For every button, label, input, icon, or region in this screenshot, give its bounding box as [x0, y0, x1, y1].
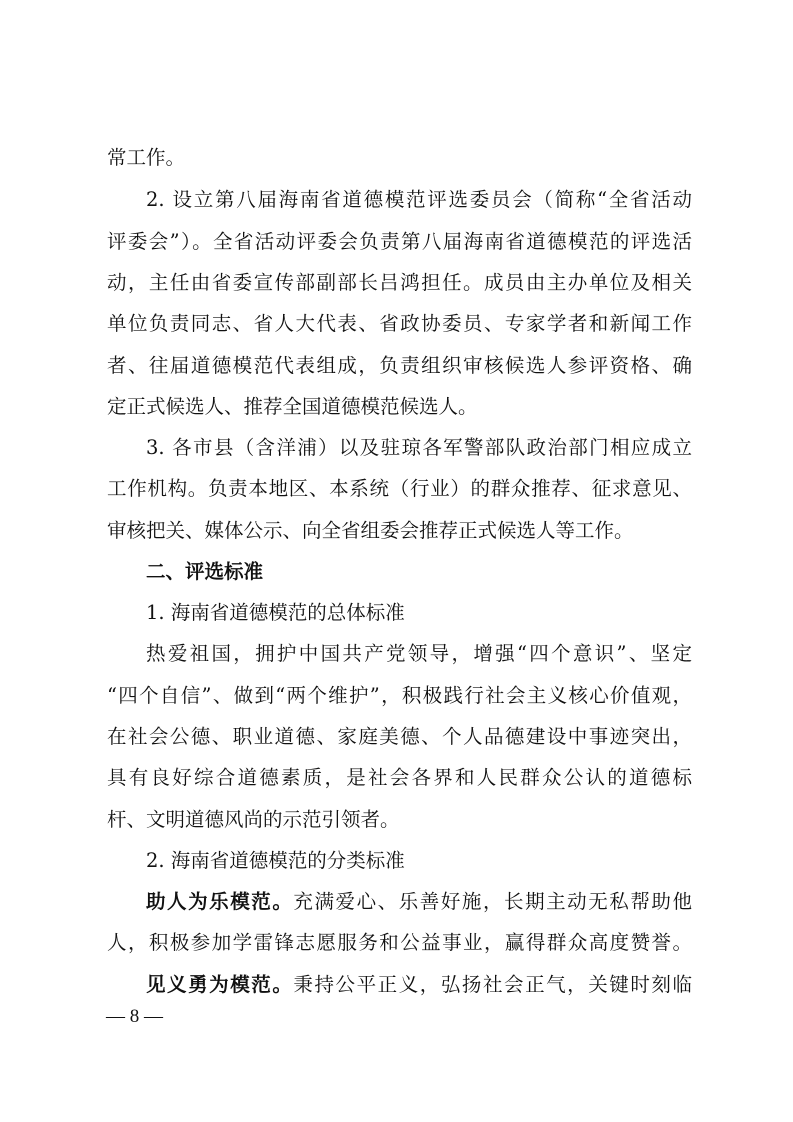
paragraph-line: 在社会公德、职业道德、家庭美德、个人品德建设中事迹突出，: [107, 725, 692, 748]
paragraph-line: 定正式候选人、推荐全国道德模范候选人。: [107, 395, 478, 418]
paragraph-line: 常工作。: [107, 146, 186, 169]
paragraph-line: 动，主任由省委宣传部副部长吕鸿担任。成员由主办单位及相关: [107, 271, 692, 294]
paragraph-line: 2. 设立第八届海南省道德模范评选委员会（简称“全省活动: [146, 188, 692, 211]
category-title: 助人为乐模范。: [146, 890, 294, 913]
subsection-heading: 2. 海南省道德模范的分类标准: [146, 849, 405, 872]
paragraph-line: 具有良好综合道德素质，是社会各界和人民群众公认的道德标: [107, 766, 692, 789]
paragraph-line: 评委会”）。全省活动评委会负责第八届海南省道德模范的评选活: [107, 230, 692, 253]
paragraph-line: 杆、文明道德风尚的示范引领者。: [107, 808, 400, 831]
page-number: — 8 —: [106, 1006, 163, 1027]
paragraph-line: 3. 各市县（含洋浦）以及驻琼各军警部队政治部门相应成立: [146, 436, 692, 459]
category-text: 秉持公平正义，弘扬社会正气，关键时刻临: [293, 973, 692, 996]
paragraph-line: 人，积极参加学雷锋志愿服务和公益事业，赢得群众高度赞誉。: [107, 931, 692, 954]
paragraph-line: 审核把关、媒体公示、向全省组委会推荐正式候选人等工作。: [107, 519, 634, 542]
subsection-heading: 1. 海南省道德模范的总体标准: [146, 601, 405, 624]
paragraph-line: [146, 965, 692, 1005]
category-title: 见义勇为模范。: [146, 973, 294, 996]
paragraph-line: “四个自信”、做到“两个维护”，积极践行社会主义核心价值观，: [107, 684, 692, 707]
section-heading: 二、评选标准: [146, 560, 264, 583]
paragraph-line: 热爱祖国，拥护中国共产党领导，增强“四个意识”、坚定: [146, 642, 692, 665]
paragraph-line: 单位负责同志、省人大代表、省政协委员、专家学者和新闻工作: [107, 312, 692, 335]
paragraph-line: [146, 882, 692, 922]
paragraph-line: 者、往届道德模范代表组成，负责组织审核候选人参评资格、确: [107, 354, 692, 377]
paragraph-line: 工作机构。负责本地区、本系统（行业）的群众推荐、征求意见、: [107, 477, 692, 500]
category-text: 充满爱心、乐善好施，长期主动无私帮助他: [293, 890, 692, 913]
